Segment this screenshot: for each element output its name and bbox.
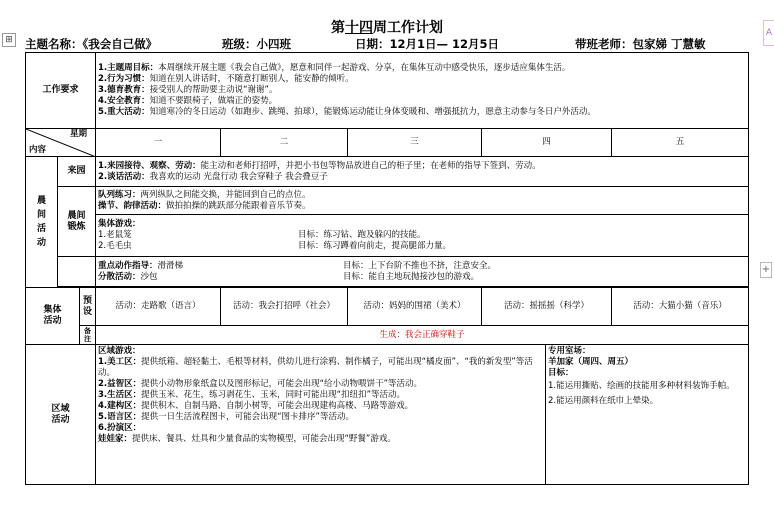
area-activity-row xyxy=(26,345,749,485)
focus-content: 重点动作指导：滑滑梯 目标：上下台阶不推也不挤，注意安全。 分散活动：沙包 目标：能自主地玩抛接沙包的游戏。 xyxy=(96,257,749,287)
generated-activity-row xyxy=(26,326,749,345)
weekday-header-row xyxy=(26,129,749,157)
page-title: 第十四周工作计划 xyxy=(331,20,443,36)
group-activity-label: 集体 活动 xyxy=(26,288,80,345)
activity-tuesday: 活动：我会打招呼（社会） xyxy=(221,288,348,326)
arrival-content: 1.来园接待、观察、劳动：能主动和老师打招呼，并把小书包等物品放进自己的柜子里；在老师的指导下签到、劳动。 2.谈话活动：我喜欢的运动 光盘行动 我会穿鞋子 我会叠豆子 xyxy=(96,157,749,187)
weekday-label: 星期 xyxy=(69,129,87,139)
focus-row xyxy=(26,257,749,287)
class-field: 班级：小四班 xyxy=(222,37,291,51)
group-games-row xyxy=(26,215,749,257)
morning-exercise-label: 晨间 锻炼 xyxy=(58,187,96,257)
blank-cell xyxy=(58,257,96,287)
requirements-content: 1.主题周目标：本周继续开展主题《我会自己做》，愿意和同伴一起游戏、分享，在集体互动中感受快乐，逐步适应集体生活。 2.行为习惯：知道在别人讲话时，不随意打断别人，能安静的倾听。 3.德育教育：接受别人的帮助要主动说“谢谢”。 4.安全教育：知道不要跟椅子，做端正的姿势。 5.重大活动：知道寒冷的冬日运动（如跑步、跳绳、拍球），能锻炼运动能让身体变暖和、增强抵抗力，愿意主动参与冬日户外活动。 xyxy=(96,53,749,129)
requirements-row xyxy=(26,53,749,129)
side-panel-tab-icon[interactable]: A xyxy=(763,20,774,46)
arrival-label: 来园 xyxy=(58,157,96,187)
requirements-label: 工作要求 xyxy=(26,53,96,129)
activity-wednesday: 活动：妈妈的围裙（美术） xyxy=(348,288,482,326)
add-row-icon[interactable]: + xyxy=(760,262,772,278)
morning-activity-label: 晨 间 活 动 xyxy=(26,157,58,288)
theme-field: 主题名称：《我会自己做》 xyxy=(25,37,158,51)
activity-friday: 活动：大猫小猫（音乐） xyxy=(612,288,749,326)
special-room-content: 专用室场： 羊加家（周四、周五） 目标： 1.能运用撕贴、绘画的技能用多种材料装饰手帕。 2.能运用颜料在纸巾上晕染。 xyxy=(546,345,749,485)
day-tuesday: 二 xyxy=(221,129,348,157)
generated-activity: 生成：我会正确穿鞋子 xyxy=(96,326,749,345)
preset-activity-row xyxy=(26,288,749,326)
generated-label: 备注 xyxy=(80,326,96,345)
area-activity-label: 区域 活动 xyxy=(26,345,96,485)
day-thursday: 四 xyxy=(482,129,612,157)
activity-thursday: 活动：摇摇摇（科学） xyxy=(482,288,612,326)
area-games-content: 区域游戏： 1.美工区：提供纸箱、超轻黏土、毛根等材料，供幼儿进行涂鸦、制作橘子，可能出现“橘皮面”、“我的新发型”等活动。 2.益智区：提供小动物形象纸盒以及图形标记，可能会出现“给小动物喂饼干”等活动。 3.生活区：提供玉米、花生，练习剥花生、玉米，同时可能出现“扣纽扣”等活动。 4.建构区：提供积木、自制马路、自制小树等，可能会出现建构高楼、马路等游戏。 5.语言区：提供一日生活流程图卡，可能会出现“图卡排序”等活动。 6.扮演区： 娃娃家：提供床、餐具、灶具和少量食品的实物模型，可能会出现“野餐”游戏。 xyxy=(96,345,546,485)
day-wednesday: 三 xyxy=(348,129,482,157)
date-field: 日期：12月1日— 12月5日 xyxy=(355,37,500,51)
teacher-field: 带班老师：包家娣 丁慧敏 xyxy=(575,37,706,51)
drill-content: 队列练习：两列纵队之间能交换，并能回到自己的点位。 操节、韵律活动：做拍拍操的跳跃部分能跟着音乐节奏。 xyxy=(96,187,749,215)
diagonal-header-cell xyxy=(26,129,96,157)
preset-label: 预 设 xyxy=(80,288,96,326)
work-plan-table xyxy=(25,52,749,485)
activity-monday: 活动：走路歌（语言） xyxy=(96,288,221,326)
day-friday: 五 xyxy=(612,129,749,157)
group-games-content: 集体游戏： 1.老鼠笼 目标：练习钻、跑及躲闪的技能。 2.毛毛虫 目标：练习蹲着向前走，提高腿部力量。 xyxy=(96,215,749,257)
arrival-row xyxy=(26,157,749,187)
day-monday: 一 xyxy=(96,129,221,157)
content-label: 内容 xyxy=(29,145,47,155)
collapse-toggle-icon[interactable]: ⊞ xyxy=(2,33,16,47)
drill-row xyxy=(26,187,749,215)
